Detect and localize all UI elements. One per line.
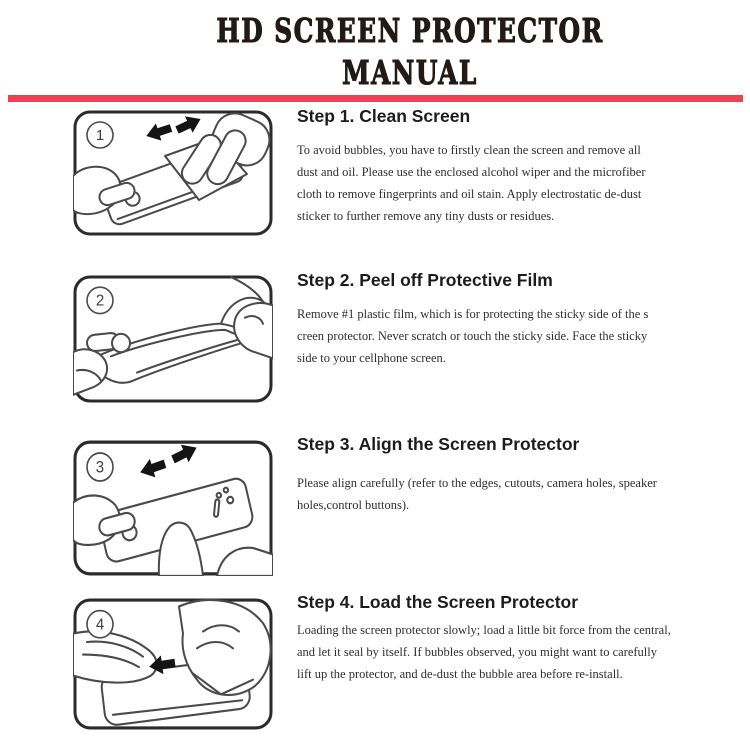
step-3-heading: Step 3. Align the Screen Protector: [297, 434, 580, 454]
step-4-heading: Step 4. Load the Screen Protector: [297, 592, 579, 612]
step-number: 1: [95, 127, 105, 144]
step-4-body: Loading the screen protector slowly; load a little bit force from the central, and let it seal by itself. If bubbles observed, you might want to carefully lift up the protector, and de-dust the bubble area before re-install.: [297, 623, 671, 681]
step-number-badge: [87, 453, 113, 481]
wipe-arrows-icon: [143, 111, 204, 145]
page-title: [35, 0, 750, 93]
align-arrows-icon: [137, 440, 200, 482]
step-number: 3: [95, 458, 105, 477]
step-2-body: Remove #1 plastic film, which is for protecting the sticky side of the s creen protector. Never scratch or touch the sticky side. Face the sticky side to your cellphone screen.: [297, 307, 649, 365]
step-number-badge: [87, 122, 113, 148]
step-2-heading: Step 2. Peel off Protective Film: [297, 270, 553, 290]
hand-wiping-phone-with-cloth-icon: [73, 110, 273, 236]
left-flat-hand-icon: [73, 632, 157, 683]
right-hand-icon: [234, 303, 273, 358]
step-number-badge: [87, 287, 113, 313]
title-divider: [8, 95, 743, 102]
title-line-1: HD SCREEN PROTECTOR: [216, 11, 604, 50]
finger-aligning-protector-on-phone-icon: [73, 440, 273, 576]
step-1-illustration: [73, 110, 273, 236]
step-4-illustration: [73, 598, 273, 730]
step-number-badge: [87, 611, 113, 638]
step-number: 2: [95, 292, 105, 310]
step-3-body: Please align carefully (refer to the edges, cutouts, camera holes, speaker holes,control buttons).: [297, 476, 657, 512]
step-1-body: To avoid bubbles, you have to firstly clean the screen and remove all dust and oil. Please use the enclosed alcohol wiper and the microfiber cloth to remove fingerprints and oil stain. Apply electrostatic de-dust sticker to further remove any tiny dusts or residues.: [297, 143, 646, 223]
step-3-illustration: [73, 440, 273, 576]
title-line-2: MANUAL: [342, 53, 478, 92]
step-number: 4: [95, 616, 105, 634]
step-2-illustration: [73, 275, 273, 403]
step-1-heading: Step 1. Clean Screen: [297, 106, 471, 126]
right-hand-icon: [217, 548, 273, 576]
hands-peeling-film-off-protector-icon: [73, 275, 273, 403]
hand-smoothing-protector-with-cloth-icon: [73, 598, 273, 730]
